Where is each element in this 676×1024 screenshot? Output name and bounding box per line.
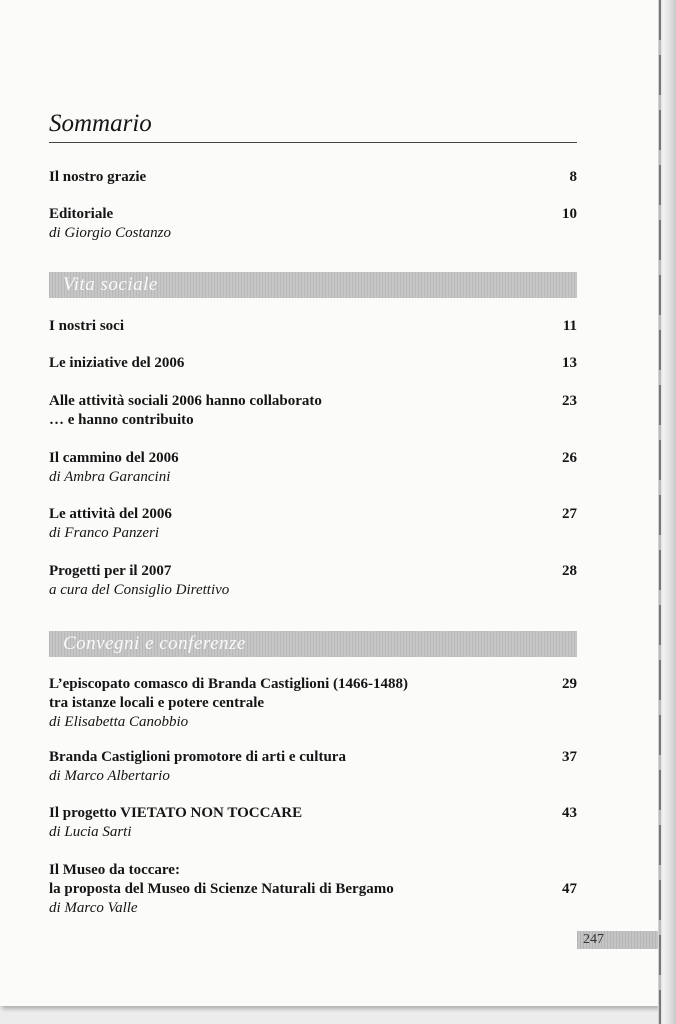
toc-entry-title-line bbox=[49, 675, 577, 694]
toc-entry-title-line bbox=[49, 168, 577, 187]
toc-entry-title-line bbox=[49, 449, 577, 468]
toc-entry-page-spacer bbox=[537, 861, 577, 880]
toc-entry-page: 13 bbox=[562, 355, 577, 371]
toc-entry-page: 27 bbox=[562, 506, 577, 522]
toc-entry-title-line bbox=[49, 562, 577, 581]
toc-entry-author: di Franco Panzeri bbox=[49, 525, 159, 541]
toc-entry-author: di Giorgio Costanzo bbox=[49, 225, 171, 241]
toc-entry-page: 43 bbox=[562, 805, 577, 821]
toc-entry bbox=[49, 861, 577, 918]
toc-entry bbox=[49, 748, 577, 786]
toc-entry-title-line bbox=[49, 205, 577, 224]
toc-entry-title-line bbox=[49, 748, 577, 767]
toc-entry-title: Le iniziative del 2006 bbox=[49, 355, 185, 371]
toc-entry-title: Branda Castiglioni promotore di arti e cultura bbox=[49, 749, 346, 765]
toc-entry-page: 8 bbox=[569, 169, 577, 185]
toc-entry-title-line bbox=[49, 804, 577, 823]
page-number: 247 bbox=[577, 931, 658, 949]
toc-entry bbox=[49, 675, 577, 732]
toc-entry bbox=[49, 168, 577, 187]
toc-entry-page: 10 bbox=[562, 206, 577, 222]
toc-entry-page-spacer bbox=[537, 694, 577, 713]
toc-entry-title: … e hanno contribuito bbox=[49, 412, 194, 428]
toc-entry-title: Il progetto VIETATO NON TOCCARE bbox=[49, 805, 303, 821]
toc-entry bbox=[49, 449, 577, 487]
toc-entry-title: Il nostro grazie bbox=[49, 169, 147, 185]
toc-entry-page-spacer bbox=[537, 411, 577, 430]
toc-entry-page: 47 bbox=[562, 881, 577, 897]
toc-entry-title-line bbox=[49, 317, 577, 336]
toc-entry-title: Il cammino del 2006 bbox=[49, 450, 179, 466]
toc-entry bbox=[49, 392, 577, 430]
toc-entry-title: Alle attività sociali 2006 hanno collaborato bbox=[49, 393, 322, 409]
toc-entry-title-line bbox=[49, 694, 577, 713]
toc-entry bbox=[49, 804, 577, 842]
toc-entry-author: a cura del Consiglio Direttivo bbox=[49, 582, 230, 598]
section-heading: Convegni e conferenze bbox=[49, 631, 577, 657]
toc-entry-title-line bbox=[49, 861, 577, 880]
toc-entry-title-line bbox=[49, 505, 577, 524]
toc-entry-page: 29 bbox=[562, 676, 577, 692]
toc-entry bbox=[49, 562, 577, 600]
toc-entry bbox=[49, 317, 577, 336]
toc-entry-author: di Lucia Sarti bbox=[49, 824, 132, 840]
toc-entry-author: di Marco Albertario bbox=[49, 768, 170, 784]
toc-entry-title-line bbox=[49, 880, 577, 899]
toc-entry-title-line bbox=[49, 354, 577, 373]
toc-entry-author: di Elisabetta Canobbio bbox=[49, 714, 189, 730]
toc-entry-author: di Marco Valle bbox=[49, 900, 138, 916]
toc-entry-title: Progetti per il 2007 bbox=[49, 563, 172, 579]
toc-entry-page: 11 bbox=[562, 318, 577, 334]
toc-entry bbox=[49, 505, 577, 543]
page-title: Sommario bbox=[49, 108, 577, 143]
toc-entry-title: L’episcopato comasco di Branda Castiglioni (1466-1488) bbox=[49, 676, 409, 692]
toc-entry bbox=[49, 354, 577, 373]
section-heading: Vita sociale bbox=[49, 272, 577, 298]
toc-entry-title: tra istanze locali e potere centrale bbox=[49, 695, 265, 711]
toc-entry-title: Il Museo da toccare: bbox=[49, 862, 180, 878]
toc-entry-title-line bbox=[49, 392, 577, 411]
toc-entry-page: 26 bbox=[562, 450, 577, 466]
toc-entry-title: Le attività del 2006 bbox=[49, 506, 172, 522]
toc-entry-page: 37 bbox=[562, 749, 577, 765]
toc-entry bbox=[49, 205, 577, 243]
toc-entry-title: la proposta del Museo di Scienze Naturali di Bergamo bbox=[49, 881, 394, 897]
toc-entry-title: Editoriale bbox=[49, 206, 114, 222]
toc-entry-page: 28 bbox=[562, 563, 577, 579]
toc-entry-title-line bbox=[49, 411, 577, 430]
toc-entry-author: di Ambra Garancini bbox=[49, 469, 171, 485]
toc-entry-title: I nostri soci bbox=[49, 318, 124, 334]
page-edge bbox=[658, 0, 676, 1024]
toc-entry-page: 23 bbox=[562, 393, 577, 409]
